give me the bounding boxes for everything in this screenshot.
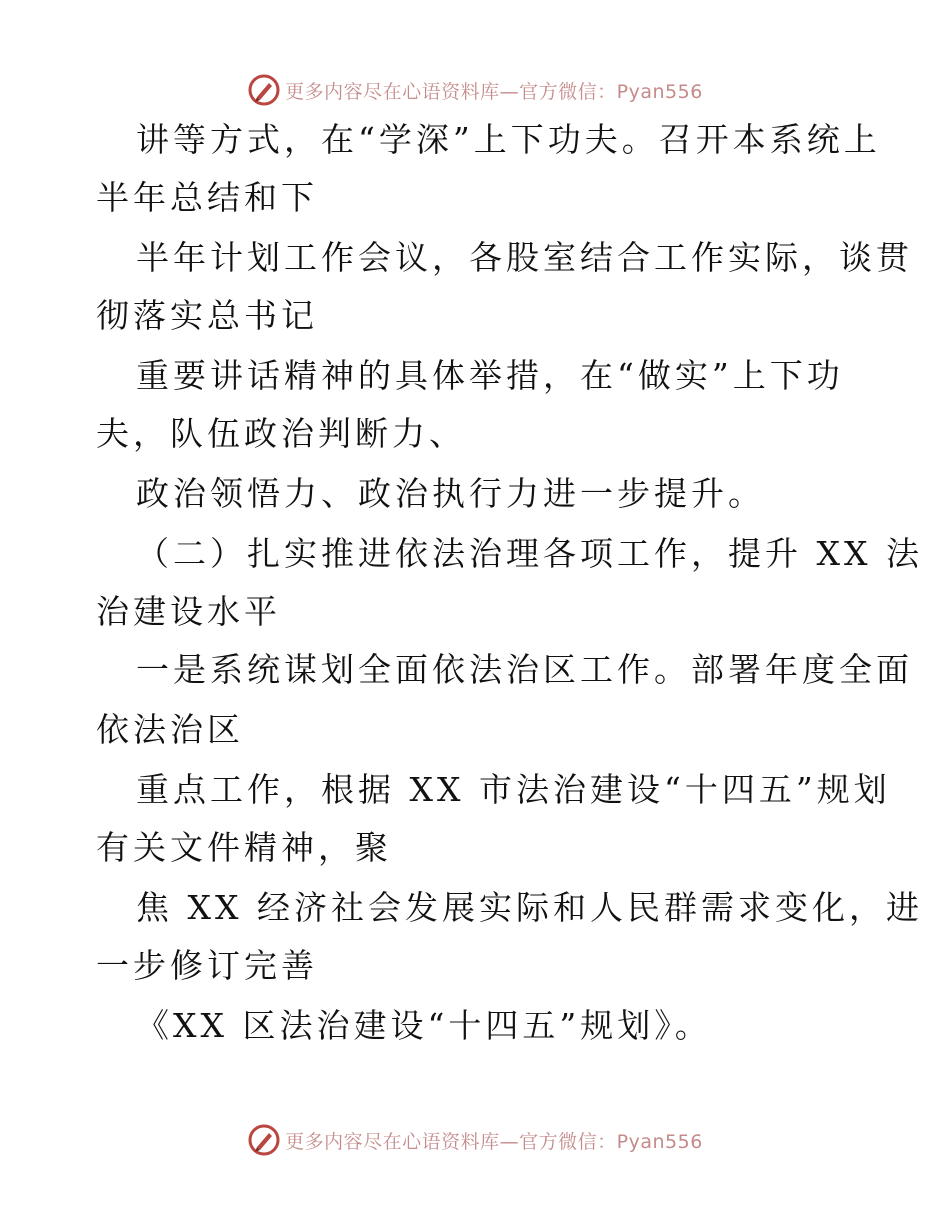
paragraph-line: 焦 XX 经济社会发展实际和人民群需求变化，进 bbox=[136, 888, 923, 927]
header-watermark bbox=[0, 70, 950, 110]
paragraph-line: 一步修订完善 bbox=[96, 946, 318, 985]
pen-logo-icon bbox=[247, 1123, 281, 1157]
paragraph-line: 半年计划工作会议，各股室结合工作实际，谈贯 bbox=[136, 238, 913, 277]
paragraph-line: 讲等方式，在“学深”上下功夫。召开本系统上 bbox=[136, 120, 881, 159]
pen-logo-icon bbox=[247, 73, 281, 107]
paragraph-line: 《XX 区法治建设“十四五”规划》。 bbox=[136, 1006, 712, 1045]
watermark-text: 更多内容尽在心语资料库—官方微信：Pyan556 bbox=[285, 1130, 703, 1153]
paragraph-line: 重要讲话精神的具体举措，在“做实”上下功 bbox=[136, 356, 844, 395]
paragraph-line: 彻落实总书记 bbox=[96, 296, 318, 335]
watermark-text: 更多内容尽在心语资料库—官方微信：Pyan556 bbox=[285, 80, 703, 103]
paragraph-line: 半年总结和下 bbox=[96, 178, 318, 217]
paragraph-line: 有关文件精神，聚 bbox=[96, 828, 392, 867]
paragraph-line: 依法治区 bbox=[96, 710, 244, 749]
section-heading-line: （二）扎实推进依法治理各项工作，提升 XX 法 bbox=[136, 534, 923, 573]
paragraph-line: 夫，队伍政治判断力、 bbox=[96, 414, 466, 453]
footer-watermark bbox=[0, 1120, 950, 1160]
paragraph-line: 一是系统谋划全面依法治区工作。部署年度全面 bbox=[136, 650, 913, 689]
section-heading-line: 治建设水平 bbox=[96, 592, 281, 631]
paragraph-line: 政治领悟力、政治执行力进一步提升。 bbox=[136, 474, 765, 513]
paragraph-line: 重点工作，根据 XX 市法治建设“十四五”规划 bbox=[136, 770, 891, 809]
